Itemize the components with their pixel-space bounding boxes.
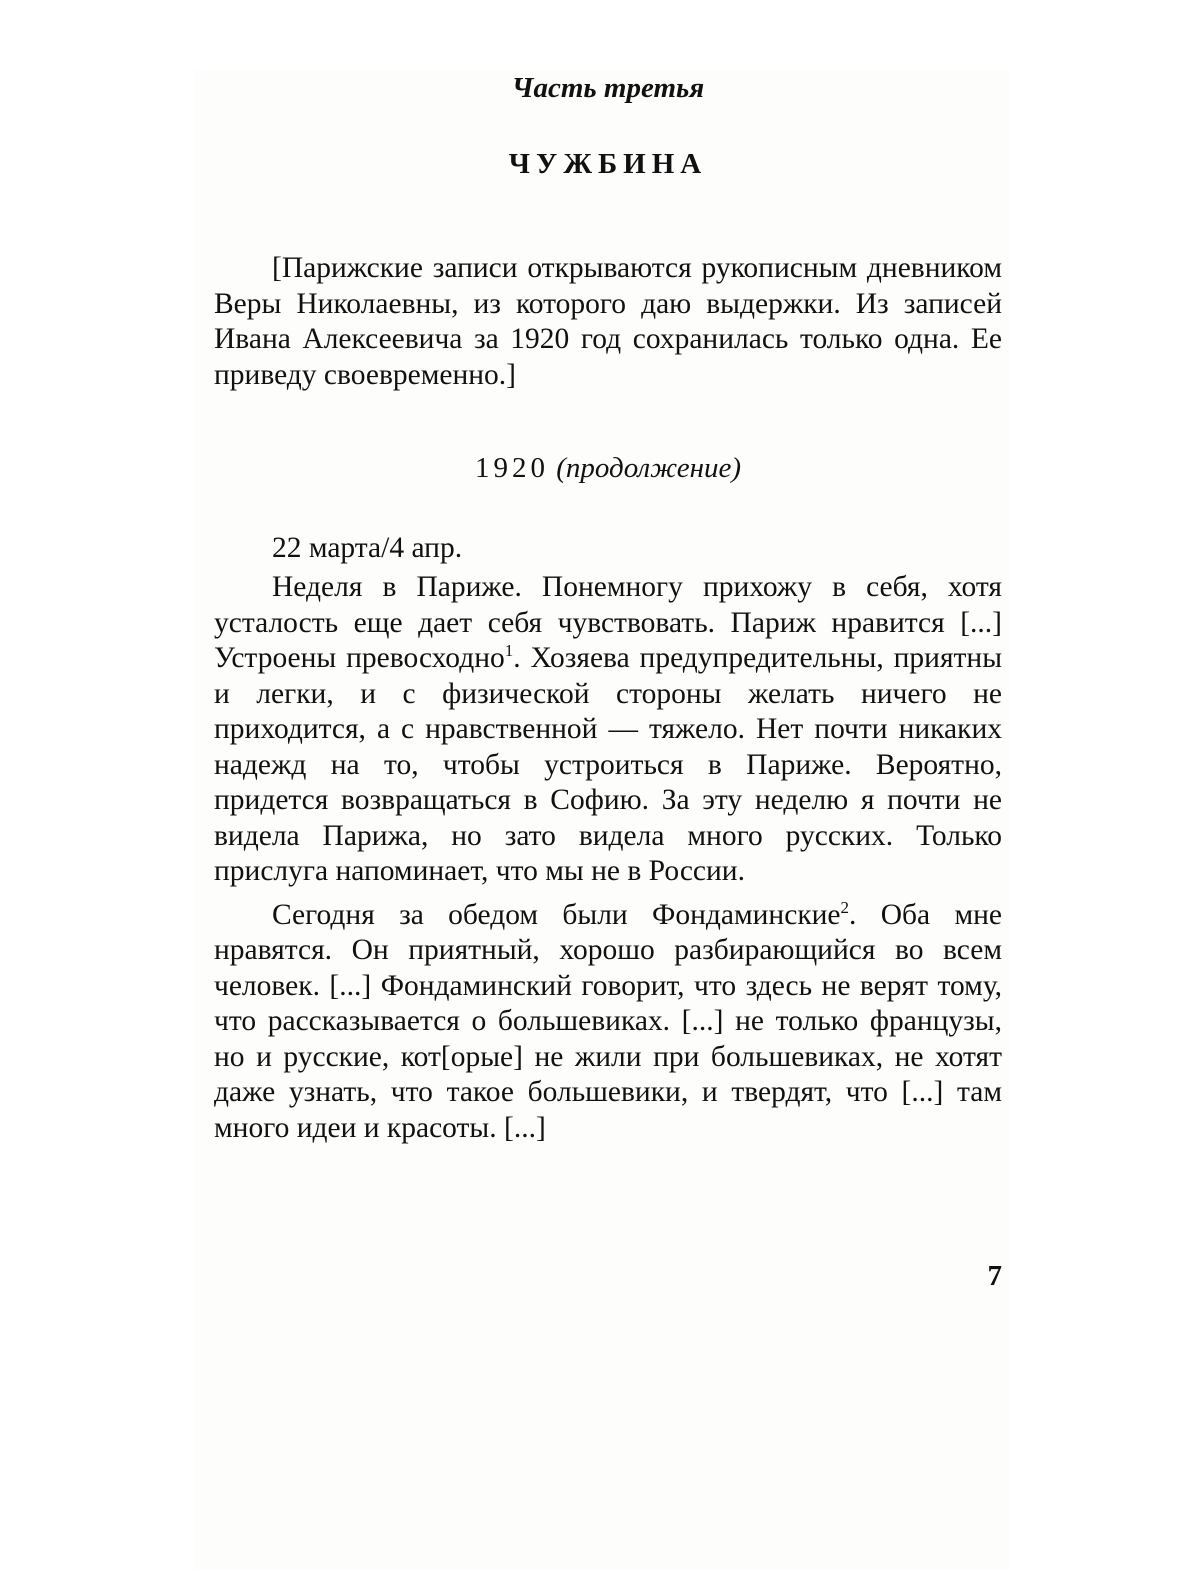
paragraph-text: . Хозяева предупредительны, приятны и легки, и с физической стороны желать ничего не приходится, а с нравственной — тяжело. Нет почти никаких надежд на то, чтобы устроиться в Париже. Вероятно, придется возвращаться в Софию. За эту неделю я почти не видела Парижа, но зато видела много русских. Только прислуга напоминает, что мы не в России. xyxy=(214,642,1003,887)
year-label: 1920 xyxy=(475,452,549,484)
year-note: (продолжение) xyxy=(556,452,741,484)
diary-entry xyxy=(214,570,1002,1146)
entry-paragraph xyxy=(214,570,1002,890)
footnote-marker: 2 xyxy=(840,897,850,917)
year-heading xyxy=(214,448,1002,488)
intro-paragraph: [Парижские записи открываются рукописным дневником Веры Николаевны, из которого даю выдержки. Из записей Ивана Алексеевича за 1920 год сохранилась только одна. Ее приведу своевременно.] xyxy=(214,252,1002,391)
entry-date: 22 марта/4 апр. xyxy=(272,532,463,564)
intro-note xyxy=(214,251,1002,393)
chapter-title: ЧУЖБИНА xyxy=(508,148,708,180)
part-title: Часть третья xyxy=(511,72,705,104)
paragraph-text: . Оба мне нравятся. Он приятный, хорошо разбирающийся во всем человек. [...] Фондаминский говорит, что здесь не верят тому, что рассказывается о большевиках. [...] не только французы, но и русские, кот[орые] не жили при большевиках, не хотят даже узнать, что такое большевики, и твердят, что [...] там много идеи и красоты. [...] xyxy=(214,898,1002,1144)
footnote-marker: 1 xyxy=(504,641,514,661)
paragraph-text: Сегодня за обедом были Фондаминские xyxy=(272,898,841,931)
paragraph-text: Неделя в Париже. Понемногу прихожу в себя, хотя усталость еще дает себя чувствовать. Париж нравится [...] Устроены превосходно xyxy=(214,571,1002,674)
entry-paragraph xyxy=(214,898,1002,1147)
page-number: 7 xyxy=(987,1260,1002,1292)
